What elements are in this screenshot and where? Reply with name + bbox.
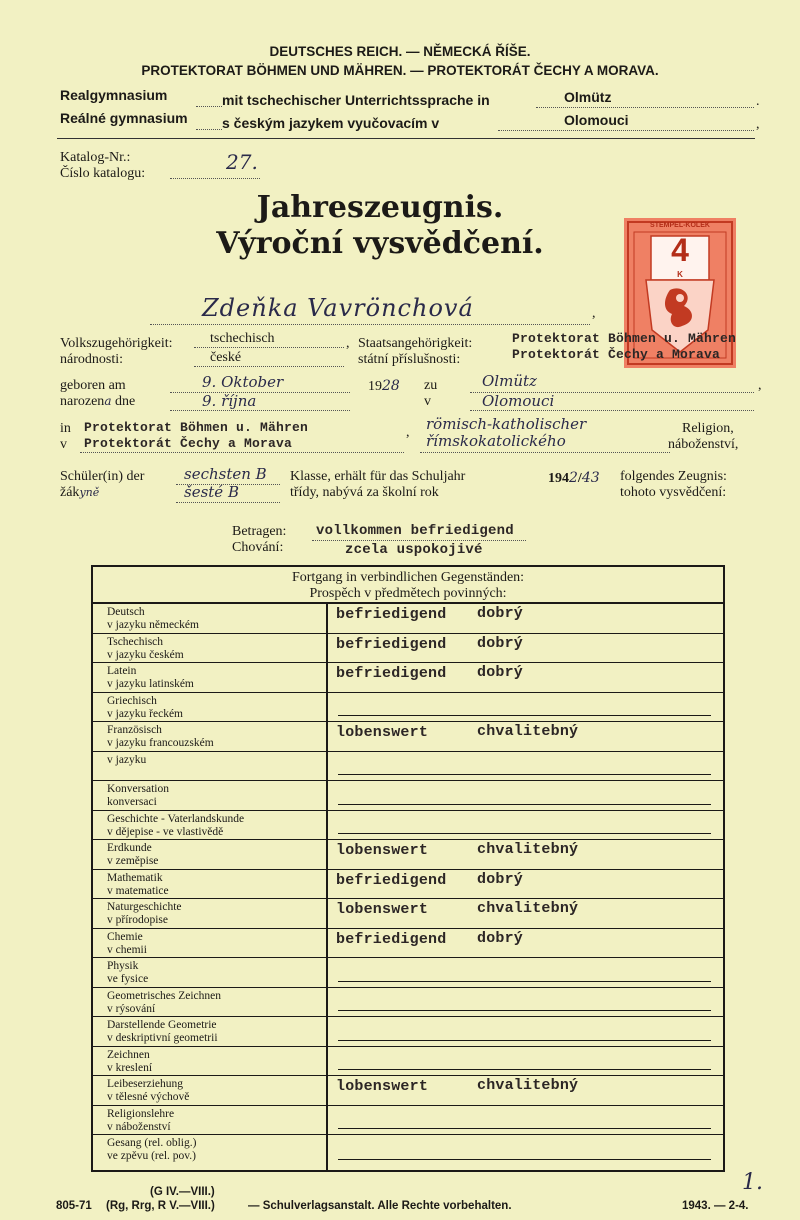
subject-cz: v rýsování	[107, 1002, 156, 1015]
table-row	[93, 958, 723, 988]
table-row	[93, 988, 723, 1018]
subject-cz: v matematice	[107, 884, 169, 897]
grade-cz: dobrý	[477, 634, 524, 652]
table-row	[93, 840, 723, 870]
footer-grades: (G IV.—VIII.)	[150, 1186, 215, 1198]
grade-blank-line	[338, 1128, 711, 1129]
subject-cz: v chemii	[107, 943, 147, 956]
subject-label	[107, 606, 199, 632]
subject-de: Griechisch	[107, 694, 157, 707]
subject-label	[107, 636, 184, 662]
grade-blank-line	[338, 715, 711, 716]
table-row	[93, 1017, 723, 1047]
school-city-de: Olmütz	[564, 89, 612, 105]
footer-form: 805-71	[56, 1200, 92, 1212]
catalog-number: 27.	[226, 150, 258, 174]
subject-de: Tschechisch	[107, 635, 164, 648]
nationality-label-cz: národnosti:	[60, 352, 123, 367]
subject-label	[107, 1137, 196, 1163]
subject-de: Zeichnen	[107, 1048, 150, 1061]
region-value-de: Protektorat Böhmen u. Mähren	[84, 420, 309, 435]
student-label-de: Schüler(in) der	[60, 469, 145, 484]
subject-label	[107, 783, 169, 809]
school-lang-cz: s českým jazykem vyučovacím v	[222, 115, 440, 131]
subject-label	[107, 813, 244, 839]
subject-label	[107, 1049, 152, 1075]
birth-label-de: geboren am	[60, 378, 126, 393]
subject-cz: v kreslení	[107, 1061, 153, 1074]
grade-de: lobenswert	[336, 724, 429, 741]
birth-label-cz: narozena dne	[60, 394, 136, 409]
table-header	[93, 567, 723, 604]
subject-label	[107, 724, 214, 750]
subject-de: Französisch	[107, 724, 162, 736]
subject-de: Deutsch	[107, 606, 145, 618]
grade-cz: dobrý	[477, 605, 524, 622]
grade-cz: dobrý	[477, 929, 524, 947]
table-row	[93, 1106, 723, 1136]
school-city-cz: Olomouci	[564, 112, 629, 128]
subject-cz: v tělesné výchově	[107, 1091, 190, 1103]
header-line-cz: PROTEKTORAT BÖHMEN UND MÄHREN. — PROTEKTORÁT ČECHY A MORAVA.	[141, 63, 659, 78]
table-row	[93, 870, 723, 900]
religion-label-de: Religion,	[682, 421, 734, 436]
subject-cz: v jazyku	[107, 753, 147, 766]
school-type-de: Realgymnasium	[60, 87, 168, 103]
catalog-label-cz: Číslo katalogu:	[60, 166, 146, 181]
birth-place-de: Olmütz	[482, 372, 537, 390]
catalog-label-de: Katalog-Nr.:	[60, 150, 131, 165]
birth-at-de: zu	[424, 378, 438, 393]
subject-cz: v jazyku českém	[107, 648, 184, 661]
subject-label	[107, 960, 148, 986]
subject-de: Naturgeschichte	[107, 901, 182, 913]
table-row	[93, 752, 723, 782]
subject-de: Gesang (rel. oblig.)	[107, 1137, 197, 1149]
class-text-cz: třídy, nabývá za školní rok	[290, 485, 439, 500]
subject-de: Darstellende Geometrie	[107, 1019, 217, 1031]
footer-date: 1943. — 2-4.	[682, 1200, 749, 1212]
subject-de: Konversation	[107, 783, 169, 795]
birth-place-cz: Olomouci	[482, 392, 555, 410]
grade-de: befriedigend	[336, 635, 447, 653]
subject-cz: v přírodopise	[107, 914, 169, 926]
nationality-value-cz: české	[210, 350, 242, 365]
citizenship-value-de: Protektorat Böhmen u. Mähren	[512, 331, 737, 346]
grade-cz: chvalitebný	[477, 1077, 579, 1094]
subject-cz: v dějepise - ve vlastivědě	[107, 825, 224, 838]
grade-cz: dobrý	[477, 870, 524, 888]
table-row	[93, 663, 723, 693]
table-row	[93, 929, 723, 959]
subject-label	[107, 842, 158, 868]
subject-label	[107, 665, 194, 691]
stamp-value: 4	[671, 232, 689, 268]
region-value-cz: Protektorát Čechy a Morava	[84, 436, 293, 451]
subject-label	[107, 901, 182, 927]
subject-cz: v náboženství	[107, 1120, 171, 1133]
grades-table	[91, 565, 725, 1172]
subject-de: Mathematik	[107, 871, 163, 884]
table-row	[93, 604, 723, 634]
grade-cz: chvalitebný	[477, 723, 579, 740]
school-type-cz: Reálné gymnasium	[60, 110, 188, 126]
subject-de: Geschichte - Vaterlandskunde	[107, 812, 245, 825]
table-row	[93, 811, 723, 841]
citizenship-label-de: Staatsangehörigkeit:	[358, 336, 473, 351]
conduct-value-de: vollkommen befriedigend	[316, 523, 514, 539]
table-row	[93, 1047, 723, 1077]
grade-blank-line	[338, 833, 711, 834]
grade-blank-line	[338, 1040, 711, 1041]
religion-label-cz: náboženství,	[668, 437, 739, 452]
subject-cz: ve zpěvu (rel. pov.)	[107, 1150, 196, 1162]
grade-de: befriedigend	[336, 871, 447, 889]
grade-de: lobenswert	[336, 842, 429, 859]
student-label-cz: žákyně	[60, 485, 100, 500]
conduct-label-de: Betragen:	[232, 524, 287, 539]
grade-cz: chvalitebný	[477, 841, 579, 858]
page-mark: 1.	[742, 1170, 763, 1195]
table-row	[93, 899, 723, 929]
grade-cz: chvalitebný	[477, 900, 579, 917]
grade-de: lobenswert	[336, 1078, 429, 1095]
table-row	[93, 722, 723, 752]
student-name: Zdeňka Vavrönchová	[202, 294, 474, 322]
subject-cz: v jazyku německém	[107, 619, 199, 631]
subject-de: Geometrisches Zeichnen	[107, 989, 221, 1002]
birth-date-cz: 9. října	[202, 392, 257, 410]
table-header-cz: Prospěch v předmětech povinných:	[309, 586, 507, 601]
subject-label	[107, 872, 169, 898]
grade-de: befriedigend	[336, 930, 447, 948]
religion-value-de: römisch-katholischer	[426, 415, 587, 433]
subject-label	[107, 931, 147, 957]
school-year: 1942/43	[548, 470, 600, 486]
subject-cz: konversaci	[107, 796, 157, 808]
grade-de: lobenswert	[336, 901, 429, 918]
subject-cz: v jazyku francouzském	[107, 737, 214, 749]
stamp-top-text: STEMPEL-KOLEK	[650, 222, 710, 229]
table-row	[93, 634, 723, 664]
class-de: sechsten B	[184, 465, 267, 483]
grade-de: befriedigend	[336, 606, 447, 623]
birth-date-de: 9. Oktober	[202, 373, 284, 391]
subject-de: Erdkunde	[107, 842, 152, 854]
subject-de: Latein	[107, 665, 137, 677]
grade-blank-line	[338, 981, 711, 982]
grade-de: befriedigend	[336, 665, 447, 682]
class-cz: šesté B	[184, 483, 239, 501]
nationality-label-de: Volkszugehörigkeit:	[60, 336, 173, 351]
header-line-de: DEUTSCHES REICH. — NĚMECKÁ ŘÍŠE.	[269, 44, 531, 59]
grade-blank-line	[338, 804, 711, 805]
conduct-value-cz: zcela uspokojivé	[345, 542, 483, 558]
subject-label	[107, 990, 221, 1016]
conduct-label-cz: Chování:	[232, 540, 284, 555]
subject-cz: v zeměpise	[107, 855, 159, 867]
subject-cz: v jazyku řeckém	[107, 707, 183, 720]
title-cz: Výroční vysvědčení.	[216, 226, 544, 261]
subject-label	[107, 1108, 174, 1134]
table-row	[93, 693, 723, 723]
table-header-de: Fortgang in verbindlichen Gegenständen:	[291, 570, 525, 585]
title-de: Jahreszeugnis.	[256, 190, 504, 225]
table-row	[93, 781, 723, 811]
subject-de: Chemie	[107, 930, 143, 943]
grade-cz: dobrý	[477, 664, 524, 681]
citizenship-value-cz: Protektorát Čechy a Morava	[512, 347, 721, 362]
nationality-value-de: tschechisch	[210, 331, 275, 346]
subject-label	[107, 695, 183, 721]
birth-year: 1928	[368, 378, 400, 394]
birth-at-cz: v	[424, 394, 431, 409]
certificate-text-de: folgendes Zeugnis:	[620, 469, 727, 484]
subject-cz: ve fysice	[107, 973, 149, 985]
subject-label	[107, 754, 146, 767]
footer-publisher: — Schulverlagsanstalt. Alle Rechte vorbehalten.	[248, 1200, 512, 1212]
class-text-de: Klasse, erhält für das Schuljahr	[290, 469, 466, 484]
subject-de: Leibeserziehung	[107, 1078, 183, 1090]
religion-value-cz: římskokatolického	[426, 432, 566, 450]
citizenship-label-cz: státní příslušnosti:	[358, 352, 461, 367]
footer-types: (Rg, Rrg, R V.—VIII.)	[106, 1200, 215, 1212]
stamp-unit: K	[677, 270, 683, 279]
subject-de: Physik	[107, 960, 139, 972]
subject-label	[107, 1019, 218, 1045]
grade-blank-line	[338, 774, 711, 775]
region-in-de: in	[60, 421, 71, 436]
region-in-cz: v	[60, 437, 67, 452]
subject-cz: v jazyku latinském	[107, 678, 194, 690]
subject-label	[107, 1078, 189, 1104]
table-row	[93, 1135, 723, 1165]
grade-blank-line	[338, 1069, 711, 1070]
grade-blank-line	[338, 1159, 711, 1160]
grade-blank-line	[338, 1010, 711, 1011]
subject-de: Religionslehre	[107, 1107, 175, 1120]
subject-cz: v deskriptivní geometrii	[107, 1032, 218, 1044]
certificate-text-cz: tohoto vysvědčení:	[620, 485, 727, 500]
table-row	[93, 1076, 723, 1106]
school-lang-de: mit tschechischer Unterrichtssprache in	[222, 92, 490, 108]
